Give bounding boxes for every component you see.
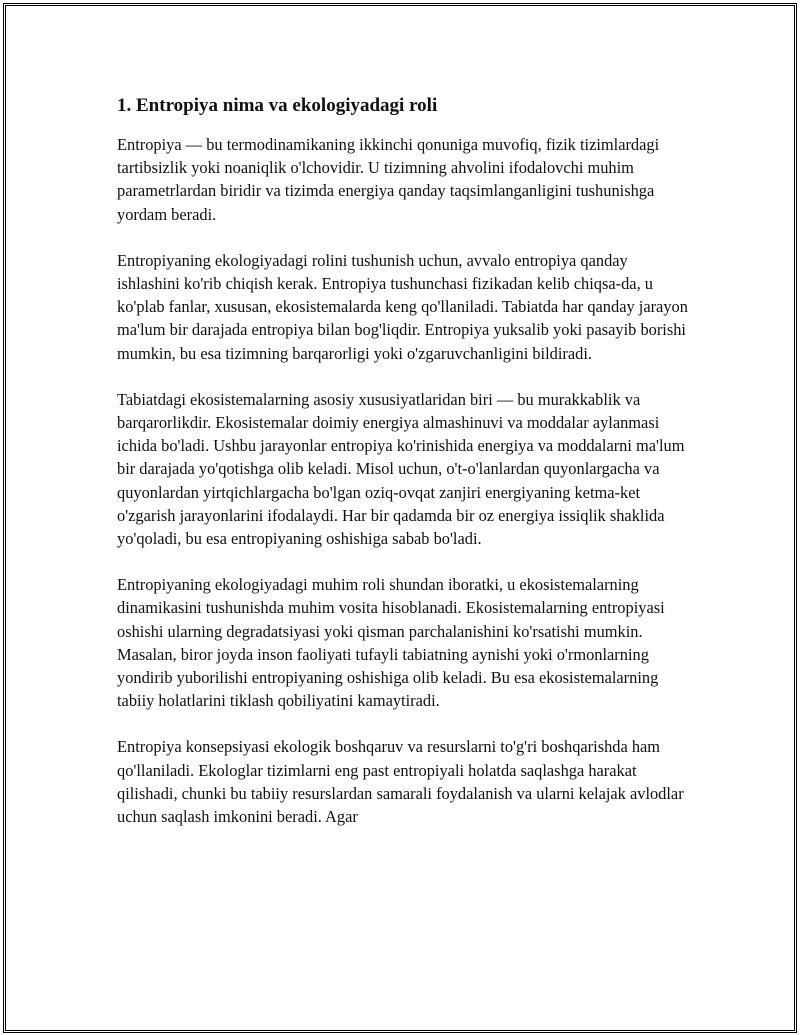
document-body [117,91,689,851]
section-heading: 1. Entropiya nima va ekologiyadagi roli [117,95,438,116]
paragraph-2: Entropiyaning ekologiyadagi rolini tushunish uchun, avvalo entropiya qanday ishlashini ko'rib chiqish kerak. Entropiya tushunchasi fizikadan kelib chiqsa-da, u ko'plab fanlar, xususan, ekosistemalarda keng qo'llaniladi. Tabiatda har qanday jarayon ma'lum bir darajada entropiya bilan bog'liqdir. Entropiya yuksalib yoki pasayib borishi mumkin, bu esa tizimning barqarorligi yoki o'zgaruvchanligini bildiradi. [117,250,688,363]
paragraph-5: Entropiya konsepsiyasi ekologik boshqaruv va resurslarni to'g'ri boshqarishda ham qo'llaniladi. Ekologlar tizimlarni eng past entropiyali holatda saqlashga harakat qilishadi, chunki bu tabiiy resurslardan samarali foydalanish va ularni kelajak avlodlar uchun saqlash imkonini beradi. Agar [117,737,684,827]
paragraph-4: Entropiyaning ekologiyadagi muhim roli shundan iboratki, u ekosistemalarning dinamikasini tushunishda muhim vosita hisoblanadi. Ekosistemalarning entropiyasi oshishi ularning degradatsiyasi yoki qisman parchalanishini ko'rsatishi mumkin. Masalan, biror joyda inson faoliyati tufayli tabiatning aynishi yoki o'rmonlarning yondirib yuborilishi entropiyaning oshishiga olib keladi. Bu esa ekosistemalarning tabiiy holatlarini tiklash qobiliyatini kamaytiradi. [117,575,665,711]
paragraph-1: Entropiya — bu termodinamikaning ikkinchi qonuniga muvofiq, fizik tizimlardagi tartibsizlik yoki noaniqlik o'lchovidir. U tizimning ahvolini ifodalovchi muhim parametrlardan biridir va tizimda energiya qanday taqsimlanganligini tushunishga yordam beradi. [117,135,660,224]
paragraph-3: Tabiatdagi ekosistemalarning asosiy xususiyatlaridan biri — bu murakkablik va barqarorlikdir. Ekosistemalar doimiy energiya almashinuvi va moddalar aylanmasi ichida bo'ladi. Ushbu jarayonlar entropiya ko'rinishida energiya va moddalarni ma'lum bir darajada yo'qotishga olib keladi. Misol uchun, o't-o'lanlardan quyonlargacha va quyonlardan yirtqichlargacha bo'lgan oziq-ovqat zanjiri energiyaning ketma-ket o'zgarish jarayonlarini ifodalaydi. Har bir qadamda bir oz energiya issiqlik shaklida yo'qoladi, bu esa entropiyaning oshishiga sabab bo'ladi. [117,389,685,549]
